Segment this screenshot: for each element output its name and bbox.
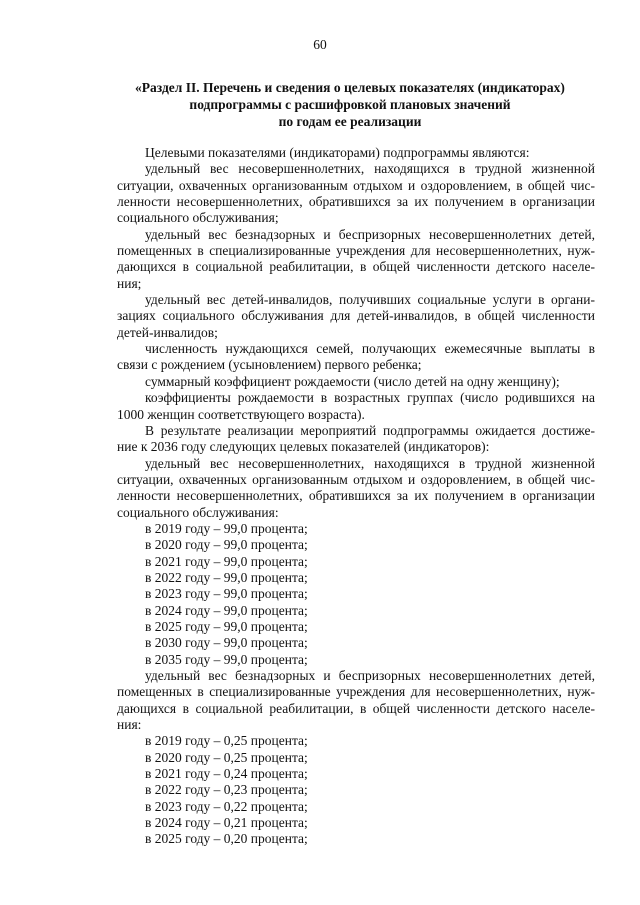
text-line: удельный вес безнадзорных и беспризорных несовершеннолетних детей, [145, 226, 595, 242]
text-line: детей-инвалидов; [117, 324, 218, 340]
text-line: социального обслуживания: [117, 504, 279, 520]
text-line: в 2019 году – 99,0 процента; [145, 520, 308, 536]
text-line: помещенных в специализированные учреждения для несовершеннолетних, нуж- [117, 684, 595, 700]
heading-line: «Раздел II. Перечень и сведения о целевых показателях (индикаторах) [135, 80, 565, 95]
text-line: в 2020 году – 99,0 процента; [145, 537, 308, 553]
heading-line: по годам ее реализации [278, 114, 422, 129]
text-line: в 2023 году – 0,22 процента; [145, 798, 308, 814]
text-line: коэффициенты рождаемости в возрастных группах (число родившихся на [145, 390, 595, 406]
text-line: помещенных в специализированные учреждения для несовершеннолетних, нуж- [117, 243, 595, 259]
text-line: в 2019 году – 0,25 процента; [145, 733, 308, 749]
text-line: в 2024 году – 99,0 процента; [145, 602, 308, 618]
text-line: зациях социального обслуживания для детей-инвалидов, в общей численности [117, 308, 595, 324]
text-line: удельный вес детей-инвалидов, получивших социальные услуги в органи- [145, 292, 595, 308]
text-line: дающихся в социальной реабилитации, в общей численности детского населе- [117, 700, 595, 716]
text-line: связи с рождением (усыновлением) первого ребенка; [117, 357, 422, 373]
heading-line: подпрограммы с расшифровкой плановых значений [189, 97, 511, 112]
text-line: в 2022 году – 0,23 процента; [145, 782, 308, 798]
text-line: в 2021 году – 99,0 процента; [145, 553, 308, 569]
text-line: в 2030 году – 99,0 процента; [145, 635, 308, 651]
text-line: в 2021 году – 0,24 процента; [145, 766, 308, 782]
text-line: в 2023 году – 99,0 процента; [145, 586, 308, 602]
text-line: Целевыми показателями (индикаторами) подпрограммы являются: [145, 145, 530, 160]
text-line: в 2020 году – 0,25 процента; [145, 749, 308, 765]
page-number: 60 [313, 37, 327, 52]
text-line: дающихся в социальной реабилитации, в общей численности детского населе- [117, 259, 595, 275]
text-line: в 2035 году – 99,0 процента; [145, 651, 308, 667]
text-line: В результате реализации мероприятий подпрограммы ожидается достиже- [145, 422, 595, 438]
text-line: ния: [117, 717, 142, 733]
text-line: социального обслуживания; [117, 210, 279, 226]
text-line: ние к 2036 году следующих целевых показателей (индикаторов): [117, 439, 490, 455]
text-line: удельный вес несовершеннолетних, находящихся в трудной жизненной [145, 455, 595, 471]
text-line: 1000 женщин соответствующего возраста). [117, 406, 365, 422]
text-line: удельный вес безнадзорных и беспризорных несовершеннолетних детей, [145, 668, 595, 683]
text-line: ситуации, охваченных организованным отдыхом и оздоровлением, в общей чис- [117, 471, 595, 487]
section-heading [100, 79, 600, 130]
text-line: в 2025 году – 0,20 процента; [145, 831, 308, 847]
text-line: в 2025 году – 99,0 процента; [145, 618, 308, 634]
text-line: ленности несовершеннолетних, обратившихся за их получением в организации [117, 194, 595, 210]
text-line: ситуации, охваченных организованным отдыхом и оздоровлением, в общей чис- [117, 177, 595, 193]
text-line: суммарный коэффициент рождаемости (число детей на одну женщину); [145, 373, 560, 389]
text-line: ленности несовершеннолетних, обратившихся за их получением в организации [117, 488, 595, 504]
body-text [117, 145, 595, 848]
text-line: численность нуждающихся семей, получающих ежемесячные выплаты в [145, 341, 595, 357]
text-line: ния; [117, 275, 142, 291]
text-line: удельный вес несовершеннолетних, находящихся в трудной жизненной [145, 161, 595, 177]
text-line: в 2022 году – 99,0 процента; [145, 569, 308, 585]
text-line: в 2024 году – 0,21 процента; [145, 815, 308, 831]
